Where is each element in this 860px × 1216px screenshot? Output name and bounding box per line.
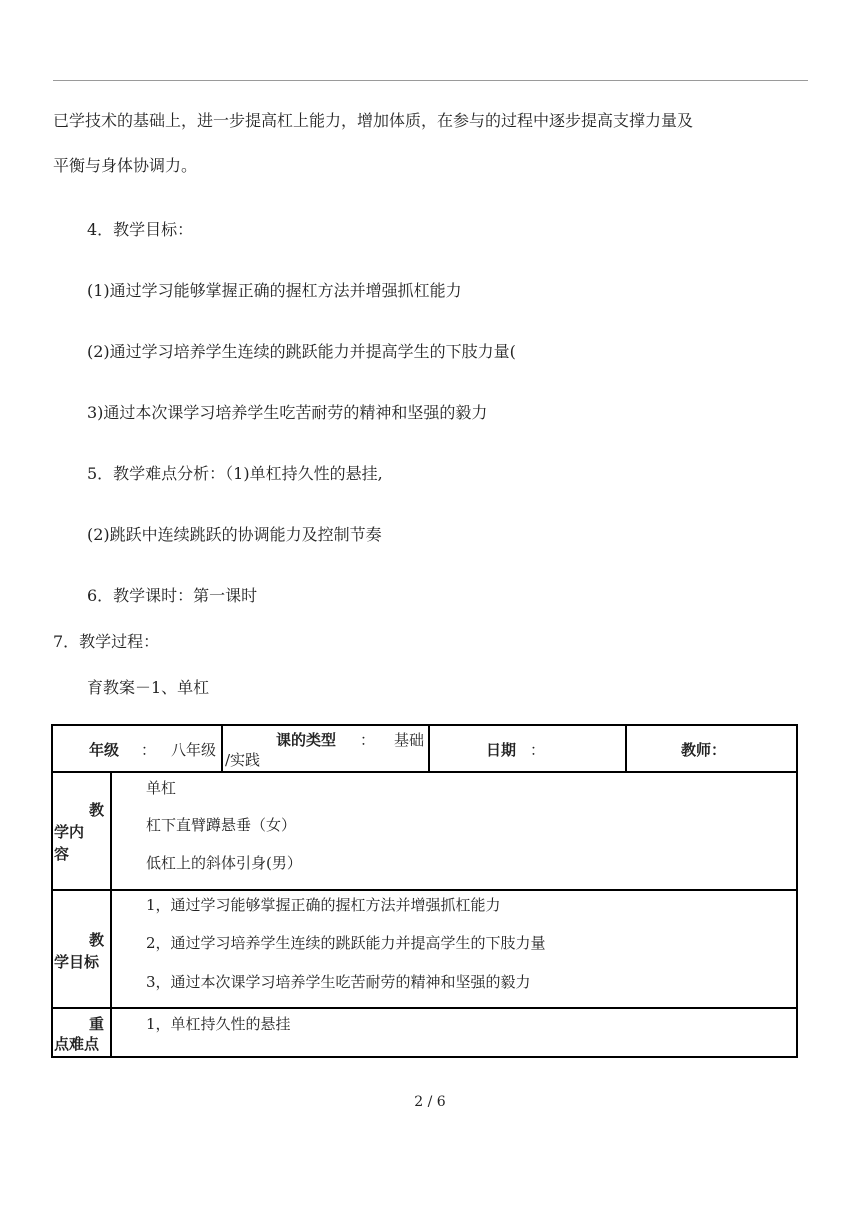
body-paragraph-2: 平衡与身体协调力。 — [53, 156, 198, 175]
row-label-line: 重 — [89, 1015, 105, 1033]
header-rule — [53, 80, 808, 81]
section-4-heading: 4．教学目标： — [87, 220, 194, 239]
grade-colon: ： — [141, 741, 157, 759]
body-paragraph-1: 已学技术的基础上，进一步提高杠上能力，增加体质，在参与的过程中逐步提高支撑力量及 — [53, 111, 694, 130]
table-divider — [51, 771, 798, 773]
table-divider — [221, 724, 223, 772]
table-divider — [625, 724, 627, 772]
objective-item: 3，通过本次课学习培养学生吃苦耐劳的精神和坚强的毅力 — [146, 973, 531, 991]
objective-item: 1，通过学习能够掌握正确的握杠方法并增强抓杠能力 — [146, 896, 501, 914]
page-number: 2 / 6 — [414, 1094, 446, 1110]
lesson-type-value-2: /实践 — [225, 751, 261, 769]
content-item: 杠下直臂蹲悬垂（女） — [146, 816, 297, 834]
lesson-type-value-1: 基础 — [394, 731, 425, 749]
objective-2: (2)通过学习培养学生连续的跳跃能力并提高学生的下肢力量( — [87, 342, 516, 361]
table-divider — [428, 724, 430, 772]
row-label-line: 教 — [89, 931, 105, 949]
grade-label: 年级 — [89, 741, 120, 759]
content-item: 单杠 — [146, 779, 177, 797]
row-label-line: 点难点 — [54, 1035, 100, 1053]
date-label: 日期 — [486, 741, 517, 759]
section-5-heading: 5．教学难点分析：（1)单杠持久性的悬挂, — [87, 464, 383, 483]
difficulty-2: (2)跳跃中连续跳跃的协调能力及控制节奏 — [87, 525, 382, 544]
teacher-label: 教师： — [681, 741, 727, 759]
lesson-type-colon: ： — [360, 731, 376, 749]
row-label-line: 学目标 — [54, 953, 100, 971]
lesson-plan-title: 育教案－1、单杠 — [87, 678, 210, 697]
date-colon: ： — [530, 741, 546, 759]
key-point-item: 1，单杠持久性的悬挂 — [146, 1015, 291, 1033]
table-divider — [51, 1007, 798, 1009]
table-divider — [110, 771, 112, 1058]
objective-item: 2，通过学习培养学生连续的跳跃能力并提高学生的下肢力量 — [146, 934, 546, 952]
grade-value: 八年级 — [171, 741, 217, 759]
lesson-type-label: 课的类型 — [276, 731, 337, 749]
row-label-line: 学内 — [54, 823, 85, 841]
objective-1: (1)通过学习能够掌握正确的握杠方法并增强抓杠能力 — [87, 281, 462, 300]
objective-3: 3)通过本次课学习培养学生吃苦耐劳的精神和坚强的毅力 — [87, 403, 488, 422]
section-7-heading: 7．教学过程： — [53, 632, 160, 651]
content-item: 低杠上的斜体引身(男） — [146, 854, 302, 872]
row-label-line: 容 — [54, 845, 70, 863]
table-divider — [51, 889, 798, 891]
section-6-heading: 6．教学课时：第一课时 — [87, 586, 258, 605]
row-label-line: 教 — [89, 801, 105, 819]
